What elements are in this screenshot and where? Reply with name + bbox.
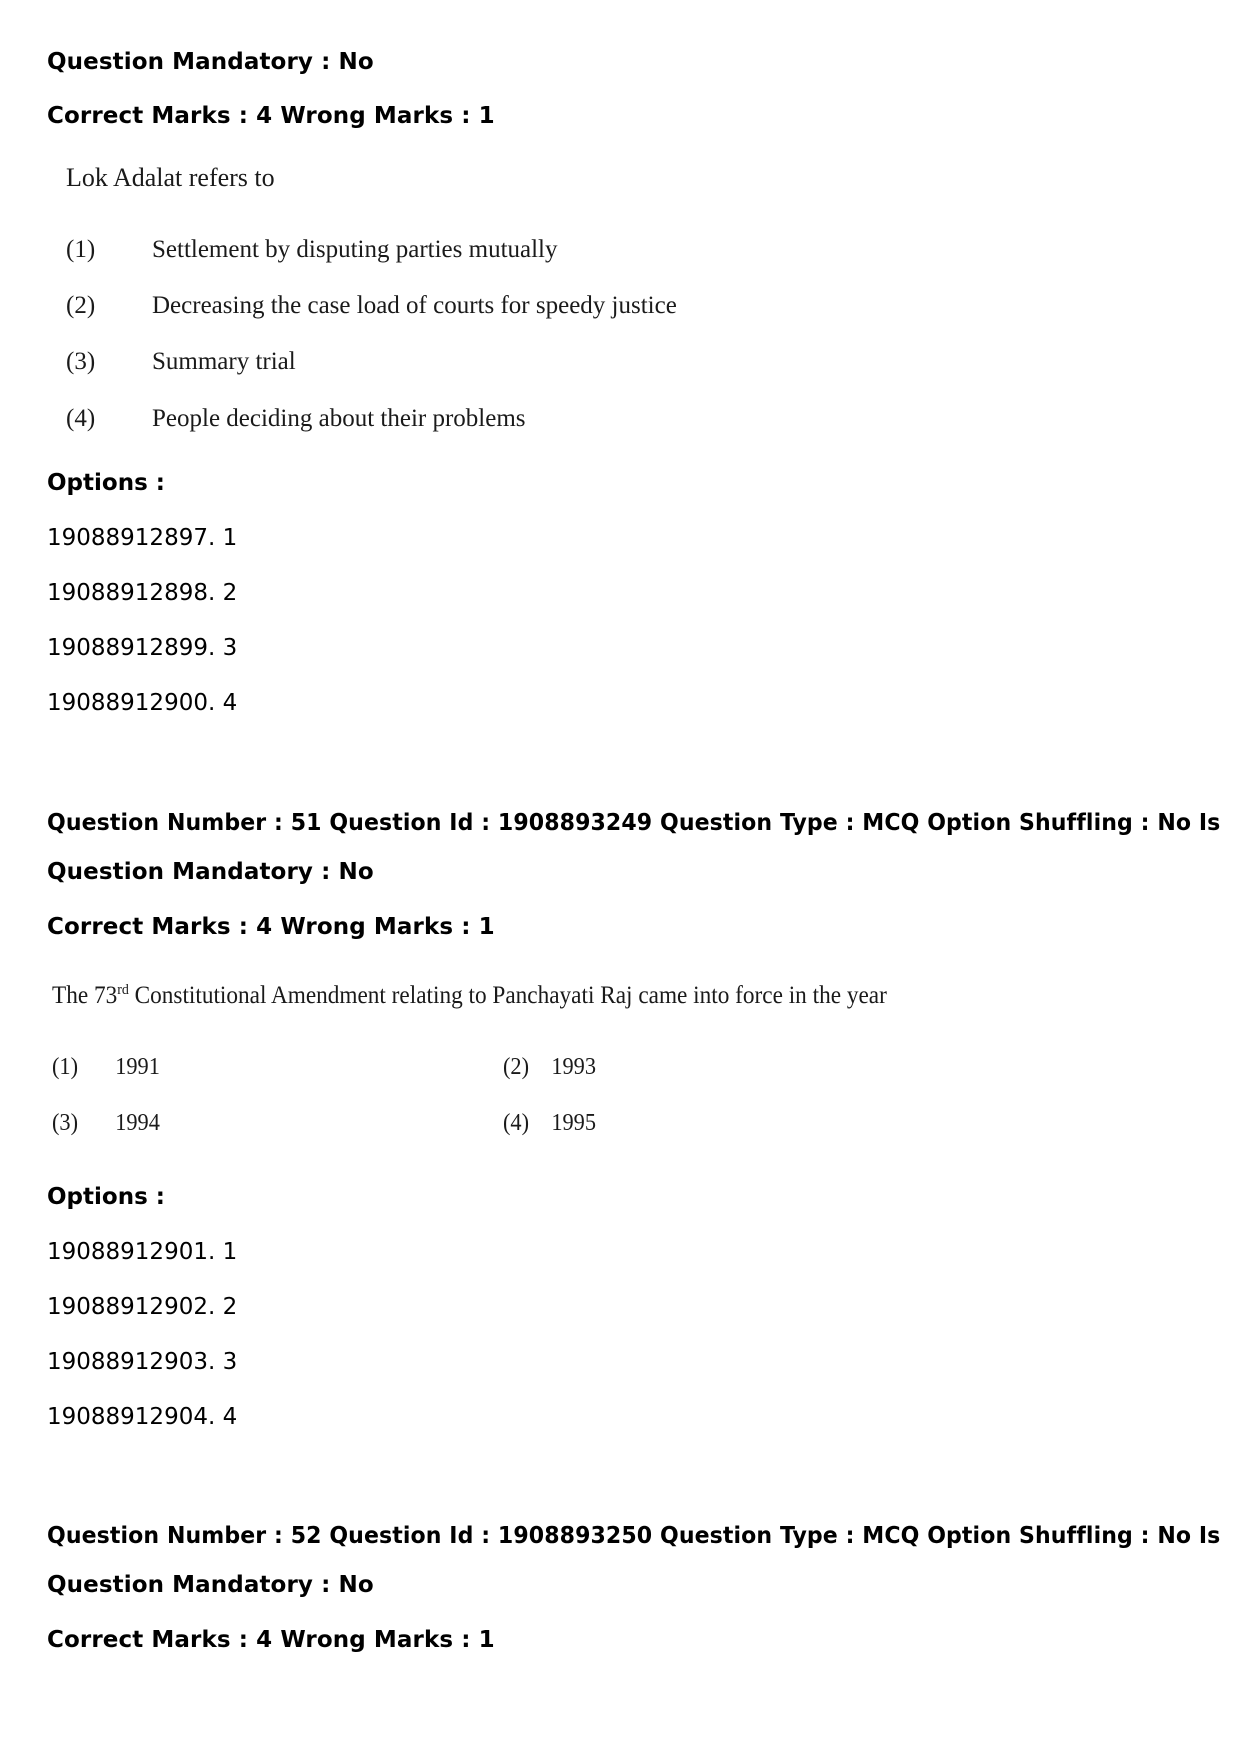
question-marks: Correct Marks : 4 Wrong Marks : 1: [47, 103, 495, 129]
choice-text: Settlement by disputing parties mutually: [152, 236, 558, 263]
option-row: 19088912898. 2: [47, 580, 238, 606]
question-stem: Lok Adalat refers to: [66, 163, 275, 192]
question-choice: [66, 405, 526, 433]
choice-text: 1995: [551, 1110, 596, 1136]
question-mandatory: Question Mandatory : No: [47, 859, 374, 885]
choice-text: People deciding about their problems: [152, 405, 526, 432]
choice-number: (2): [503, 1054, 530, 1080]
choice-number: (3): [52, 1110, 79, 1136]
question-header: Question Number : 52 Question Id : 1908893250 Question Type : MCQ Option Shuffling : No Is: [47, 1523, 1221, 1549]
question-choice: [503, 1054, 596, 1081]
choice-text: Decreasing the case load of courts for speedy justice: [152, 292, 677, 319]
option-row: 19088912899. 3: [47, 635, 238, 661]
options-heading: Options :: [47, 470, 165, 496]
question-choice: [66, 236, 558, 264]
option-row: 19088912900. 4: [47, 690, 238, 716]
stem-text: The 73: [52, 982, 118, 1009]
choice-number: (4): [66, 405, 96, 432]
question-marks: Correct Marks : 4 Wrong Marks : 1: [47, 1627, 495, 1653]
question-mandatory: Question Mandatory : No: [47, 1572, 374, 1598]
choice-number: (1): [66, 236, 96, 263]
question-choice: [66, 292, 677, 320]
question-choice: [66, 348, 296, 376]
ordinal-suffix: rd: [117, 982, 129, 998]
choice-number: (3): [66, 348, 96, 375]
question-stem: [52, 982, 887, 1010]
choice-number: (4): [503, 1110, 530, 1136]
question-choice: [52, 1054, 160, 1081]
question-mandatory: Question Mandatory : No: [47, 49, 374, 75]
stem-text: Constitutional Amendment relating to Panchayati Raj came into force in the year: [128, 982, 887, 1009]
option-row: 19088912901. 1: [47, 1239, 238, 1265]
question-choice: [503, 1110, 596, 1137]
choice-text: 1993: [551, 1054, 596, 1080]
options-heading: Options :: [47, 1184, 165, 1210]
option-row: 19088912902. 2: [47, 1294, 238, 1320]
question-marks: Correct Marks : 4 Wrong Marks : 1: [47, 914, 495, 940]
choice-text: 1994: [115, 1110, 160, 1136]
choice-text: Summary trial: [152, 348, 296, 375]
choice-number: (1): [52, 1054, 79, 1080]
question-choice: [52, 1110, 160, 1137]
choice-number: (2): [66, 292, 96, 319]
option-row: 19088912904. 4: [47, 1404, 238, 1430]
question-header: Question Number : 51 Question Id : 1908893249 Question Type : MCQ Option Shuffling : No Is: [47, 810, 1221, 836]
option-row: 19088912897. 1: [47, 525, 238, 551]
option-row: 19088912903. 3: [47, 1349, 238, 1375]
choice-text: 1991: [115, 1054, 160, 1080]
